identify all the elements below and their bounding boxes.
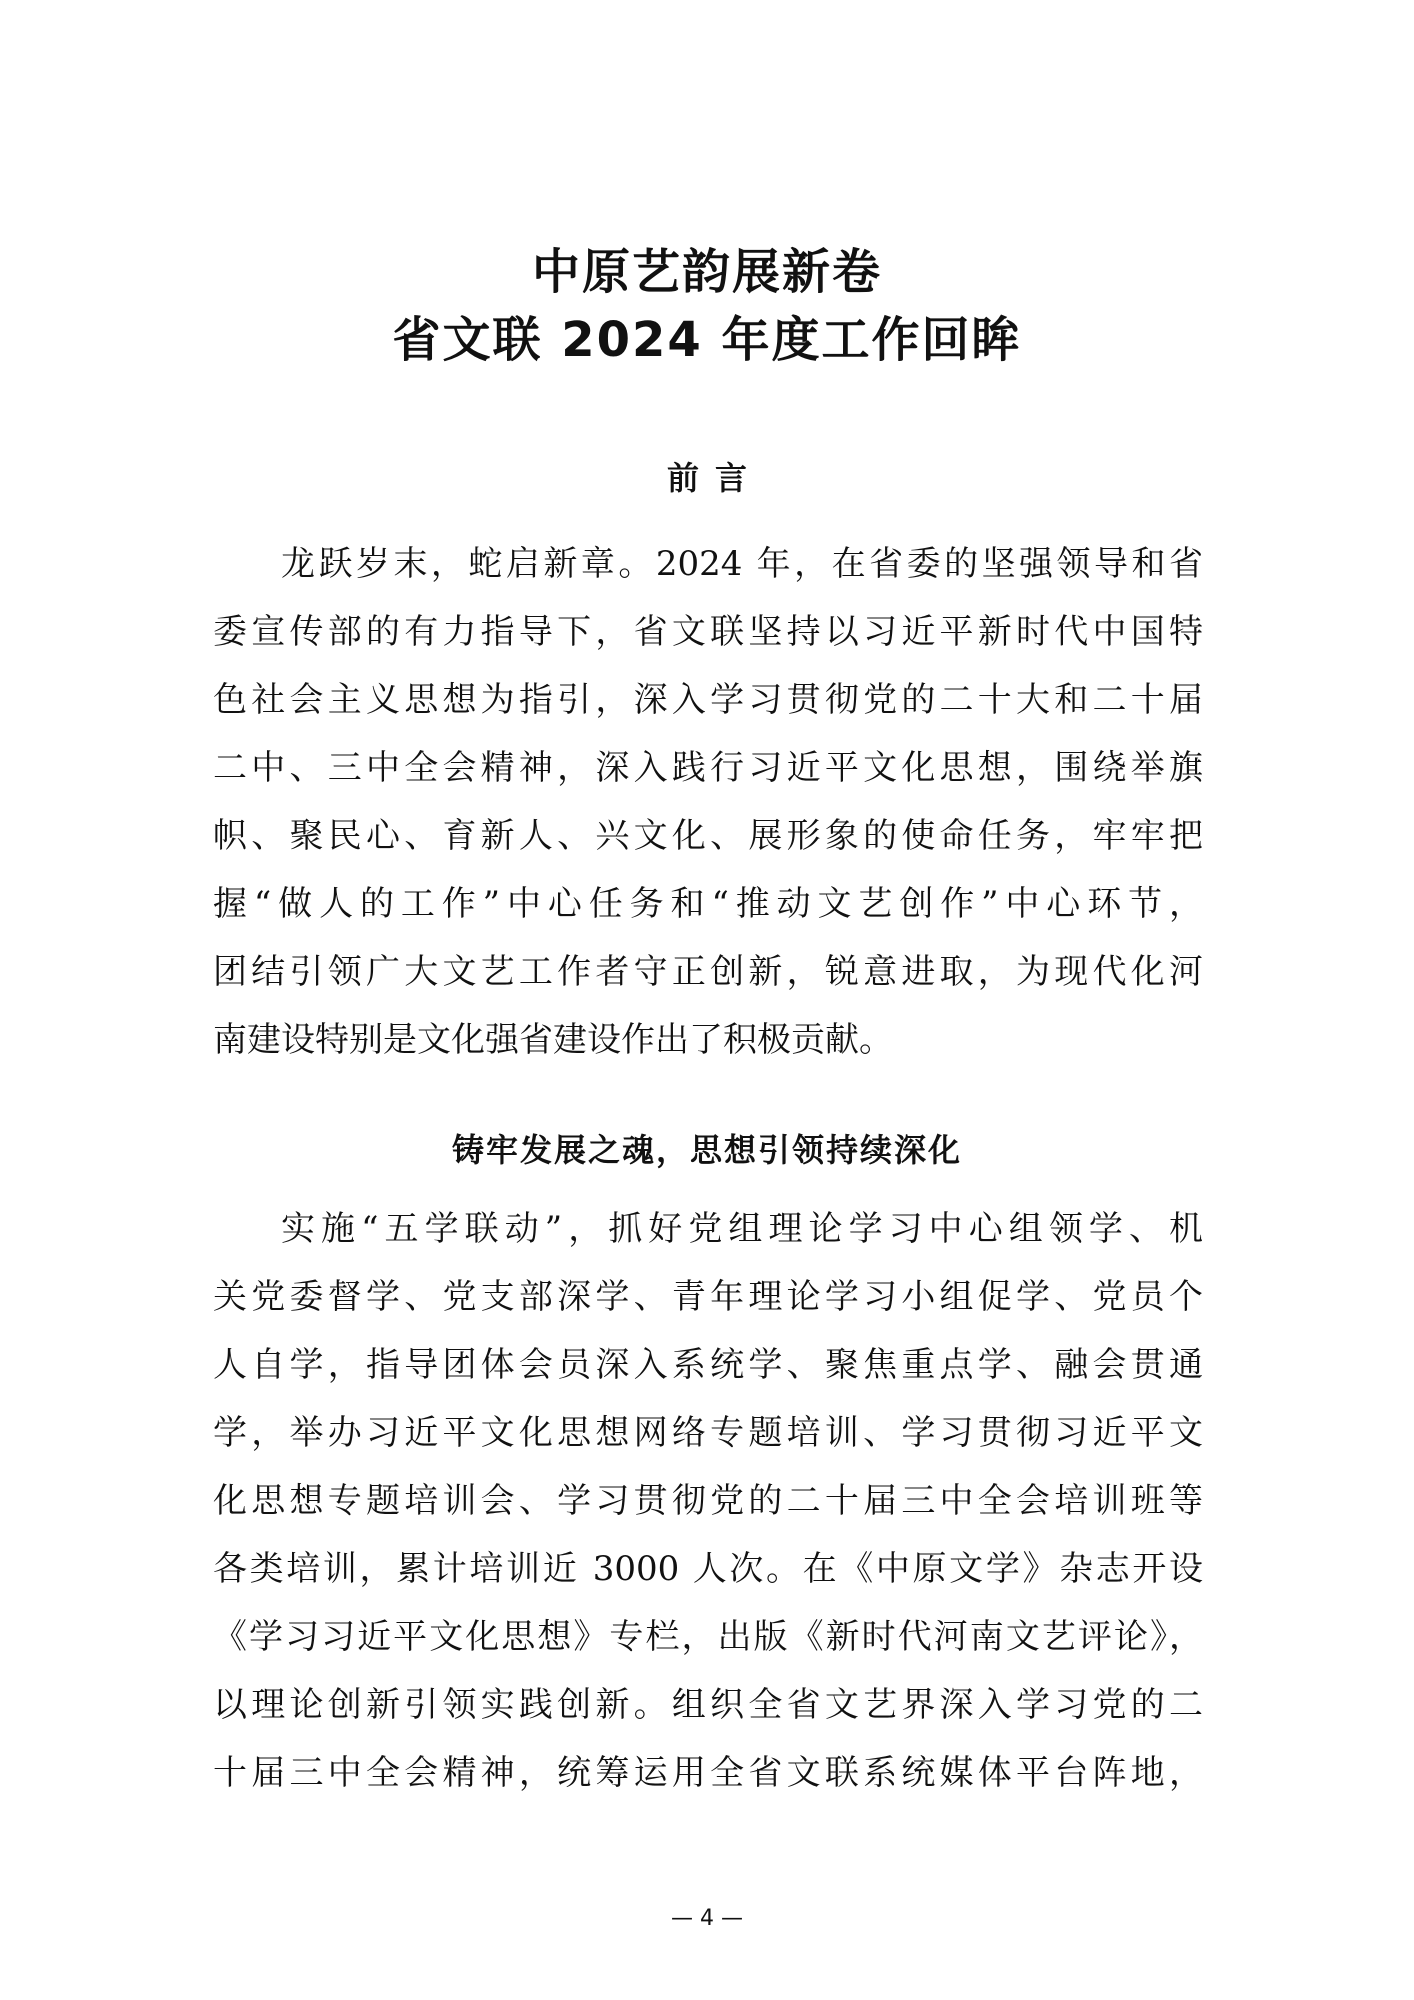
- document-title-line-2: 省文联 2024 年度工作回眸: [392, 312, 1022, 368]
- paragraph-line: 实施“五学联动”，抓好党组理论学习中心组领学、机: [281, 1209, 1203, 1249]
- paragraph-line: 色社会主义思想为指引，深入学习贯彻党的二十大和二十届: [213, 680, 1203, 720]
- paragraph-line: 各类培训，累计培训近 3000 人次。在《中原文学》杂志开设: [213, 1549, 1203, 1589]
- page-number: — 4 —: [671, 1906, 743, 1931]
- paragraph-line: 二中、三中全会精神，深入践行习近平文化思想，围绕举旗: [213, 748, 1203, 788]
- paragraph-line: 团结引领广大文艺工作者守正创新，锐意进取，为现代化河: [213, 952, 1203, 992]
- paragraph-line: 化思想专题培训会、学习贯彻党的二十届三中全会培训班等: [213, 1481, 1203, 1521]
- preface-paragraph: [213, 530, 1203, 1074]
- paragraph-line: 关党委督学、党支部深学、青年理论学习小组促学、党员个: [213, 1277, 1203, 1317]
- paragraph-line: 帜、聚民心、育新人、兴文化、展形象的使命任务，牢牢把: [213, 816, 1203, 856]
- paragraph-line: 人自学，指导团体会员深入系统学、聚焦重点学、融会贯通: [213, 1345, 1203, 1385]
- document-title-line-1: 中原艺韵展新卷: [531, 244, 882, 300]
- paragraph-line: 委宣传部的有力指导下，省文联坚持以习近平新时代中国特: [213, 612, 1203, 652]
- paragraph-line: 握“做人的工作”中心任务和“推动文艺创作”中心环节，: [213, 884, 1203, 924]
- preface-heading: 前言: [666, 459, 763, 497]
- paragraph-line: 十届三中全会精神，统筹运用全省文联系统媒体平台阵地，: [213, 1753, 1203, 1793]
- paragraph-line: 学，举办习近平文化思想网络专题培训、学习贯彻习近平文: [213, 1413, 1203, 1453]
- paragraph-line: 龙跃岁末，蛇启新章。2024 年，在省委的坚强领导和省: [281, 544, 1203, 584]
- paragraph-line: 以理论创新引领实践创新。组织全省文艺界深入学习党的二: [213, 1685, 1203, 1725]
- paragraph-line: 《学习习近平文化思想》专栏，出版《新时代河南文艺评论》，: [213, 1617, 1203, 1657]
- section-paragraph: [213, 1195, 1203, 1807]
- paragraph-line: 南建设特别是文化强省建设作出了积极贡献。: [213, 1020, 893, 1060]
- section-heading: 铸牢发展之魂，思想引领持续深化: [451, 1131, 962, 1169]
